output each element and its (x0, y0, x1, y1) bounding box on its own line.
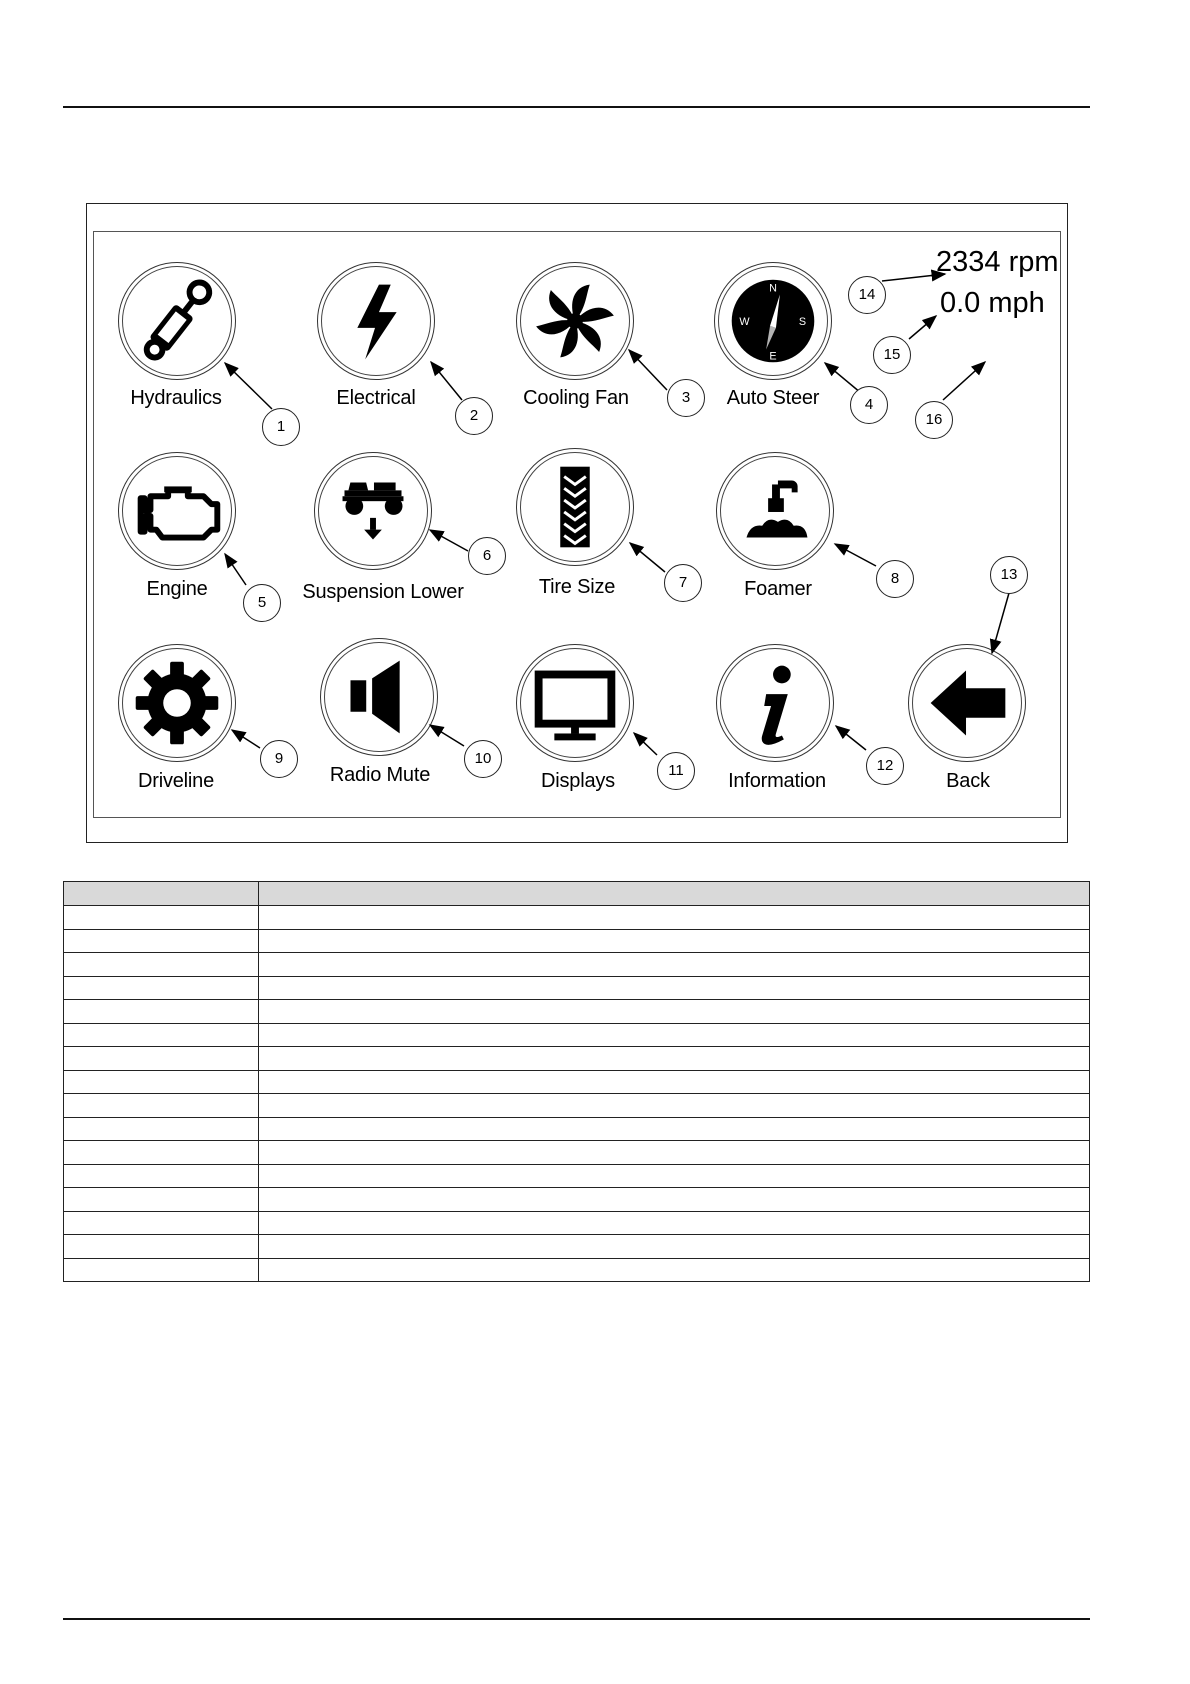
engine-button[interactable] (118, 452, 236, 570)
radio-mute-button[interactable] (320, 638, 438, 756)
callout-9: 9 (260, 740, 298, 778)
legend-description-cell (259, 1164, 1090, 1188)
legend-item-cell (64, 1117, 259, 1141)
legend-item-cell (64, 976, 259, 1000)
callout-6: 6 (468, 537, 506, 575)
table-row (64, 1188, 1090, 1212)
compass-e: E (769, 350, 777, 363)
legend-item-cell (64, 1235, 259, 1259)
table-row (64, 1117, 1090, 1141)
electrical-button[interactable] (317, 262, 435, 380)
callout-2: 2 (455, 397, 493, 435)
hydraulics-label: Hydraulics (130, 387, 222, 409)
legend-description-cell (259, 1188, 1090, 1212)
table-row (64, 953, 1090, 977)
auto-steer-label: Auto Steer (726, 387, 820, 409)
callout-11: 11 (657, 752, 695, 790)
compass-n: N (769, 282, 777, 295)
engine-icon (119, 453, 235, 569)
callout-13: 13 (990, 556, 1028, 594)
driveline-label: Driveline (137, 770, 215, 792)
table-row (64, 1258, 1090, 1282)
table-row (64, 1023, 1090, 1047)
legend-item-cell (64, 1094, 259, 1118)
back-label: Back (946, 770, 990, 792)
legend-item-cell (64, 953, 259, 977)
legend-description-cell (259, 1117, 1090, 1141)
legend-header-description (259, 882, 1090, 906)
information-label: Information (728, 770, 826, 792)
suspension-lower-label: Suspension Lower (302, 581, 464, 603)
gear-icon (119, 645, 235, 761)
legend-item-cell (64, 929, 259, 953)
table-row (64, 1141, 1090, 1165)
legend-header-row (64, 882, 1090, 906)
legend-description-cell (259, 1141, 1090, 1165)
callout-15: 15 (873, 336, 911, 374)
legend-description-cell (259, 1023, 1090, 1047)
compass-w: W (739, 315, 750, 328)
legend-item-cell (64, 1188, 259, 1212)
legend-description-cell (259, 1235, 1090, 1259)
compass-s: S (798, 315, 807, 328)
sprayer-lower-icon (315, 453, 431, 569)
legend-item-cell (64, 1211, 259, 1235)
table-row (64, 929, 1090, 953)
engine-label: Engine (146, 578, 208, 600)
legend-item-cell (64, 1070, 259, 1094)
legend-item-cell (64, 1000, 259, 1024)
bottom-rule (63, 1618, 1090, 1620)
foamer-icon (717, 453, 833, 569)
legend-item-cell (64, 1164, 259, 1188)
foamer-button[interactable] (716, 452, 834, 570)
fan-icon (517, 263, 633, 379)
legend-description-cell (259, 929, 1090, 953)
table-row (64, 1211, 1090, 1235)
table-row (64, 976, 1090, 1000)
displays-button[interactable] (516, 644, 634, 762)
table-row (64, 1094, 1090, 1118)
driveline-button[interactable] (118, 644, 236, 762)
legend-description-cell (259, 906, 1090, 930)
callout-5: 5 (243, 584, 281, 622)
table-row (64, 1070, 1090, 1094)
tire-size-button[interactable] (516, 448, 634, 566)
legend-table (63, 881, 1090, 1282)
information-button[interactable] (716, 644, 834, 762)
auto-steer-button[interactable] (714, 262, 832, 380)
legend-description-cell (259, 953, 1090, 977)
legend-header-item (64, 882, 259, 906)
legend-item-cell (64, 1023, 259, 1047)
legend-description-cell (259, 1000, 1090, 1024)
callout-4: 4 (850, 386, 888, 424)
lightning-bolt-icon (318, 263, 434, 379)
legend-description-cell (259, 1211, 1090, 1235)
cooling-fan-button[interactable] (516, 262, 634, 380)
suspension-lower-button[interactable] (314, 452, 432, 570)
hydraulics-button[interactable] (118, 262, 236, 380)
speaker-icon (321, 639, 437, 755)
tire-tread-icon (517, 449, 633, 565)
legend-table-body (64, 906, 1090, 1282)
legend-description-cell (259, 1047, 1090, 1071)
electrical-label: Electrical (336, 387, 416, 409)
hydraulic-cylinder-icon (119, 263, 235, 379)
legend-item-cell (64, 906, 259, 930)
legend-item-cell (64, 1141, 259, 1165)
legend-description-cell (259, 1258, 1090, 1282)
foamer-label: Foamer (744, 578, 812, 600)
callout-14: 14 (848, 276, 886, 314)
callout-7: 7 (664, 564, 702, 602)
callout-10: 10 (464, 740, 502, 778)
back-arrow-icon (909, 645, 1025, 761)
table-row (64, 906, 1090, 930)
callout-16: 16 (915, 401, 953, 439)
back-button[interactable] (908, 644, 1026, 762)
callout-8: 8 (876, 560, 914, 598)
table-row (64, 1047, 1090, 1071)
compass-icon (715, 263, 831, 379)
table-row (64, 1000, 1090, 1024)
info-icon (717, 645, 833, 761)
legend-item-cell (64, 1258, 259, 1282)
legend-description-cell (259, 1070, 1090, 1094)
table-row (64, 1164, 1090, 1188)
top-rule (63, 106, 1090, 108)
table-row (64, 1235, 1090, 1259)
legend-description-cell (259, 976, 1090, 1000)
callout-1: 1 (262, 408, 300, 446)
callout-3: 3 (667, 379, 705, 417)
callout-12: 12 (866, 747, 904, 785)
radio-mute-label: Radio Mute (329, 764, 431, 786)
monitor-icon (517, 645, 633, 761)
legend-item-cell (64, 1047, 259, 1071)
cooling-fan-label: Cooling Fan (523, 387, 629, 409)
legend-description-cell (259, 1094, 1090, 1118)
displays-label: Displays (541, 770, 615, 792)
ground-speed-readout: 0.0 mph (940, 287, 1045, 319)
tire-size-label: Tire Size (538, 576, 616, 598)
engine-speed-readout: 2334 rpm (936, 246, 1059, 278)
